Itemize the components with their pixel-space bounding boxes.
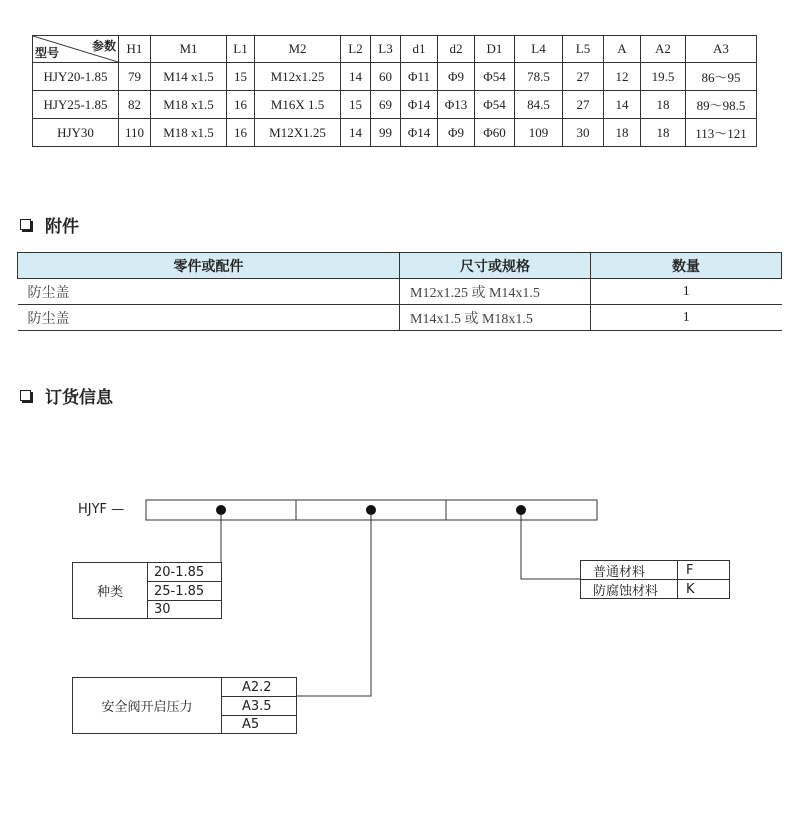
table-cell: 110 <box>119 119 151 147</box>
table-cell: Φ13 <box>438 91 475 119</box>
pressure-option: A3.5 <box>242 698 272 714</box>
table-cell: 14 <box>341 63 371 91</box>
material-code: F <box>686 562 694 578</box>
table-cell: 18 <box>641 91 686 119</box>
table-cell: 84.5 <box>515 91 563 119</box>
part-cell: 防尘盖 <box>18 279 400 305</box>
table-cell: 60 <box>371 63 401 91</box>
table-cell: 78.5 <box>515 63 563 91</box>
table-cell: 27 <box>563 63 604 91</box>
table-cell: M14 x1.5 <box>151 63 227 91</box>
col-header: L4 <box>515 36 563 63</box>
pressure-label: 安全阀开启压力 <box>101 700 193 715</box>
material-code-cell <box>677 579 730 599</box>
material-name: 普通材料 <box>593 564 646 580</box>
material-name: 防腐蚀材料 <box>593 583 659 599</box>
col-header: A3 <box>686 36 757 63</box>
col-header: A2 <box>641 36 686 63</box>
table-cell: Φ54 <box>475 91 515 119</box>
table-cell: M18 x1.5 <box>151 91 227 119</box>
type-option: 25-1.85 <box>154 583 205 599</box>
table-cell: 113～121 <box>686 119 757 147</box>
material-connector <box>521 515 580 579</box>
material-name-cell <box>580 579 678 599</box>
model-cell: HJY30 <box>33 119 119 147</box>
model-prefix: HJYF — <box>78 502 125 517</box>
table-cell: 109 <box>515 119 563 147</box>
material-code-cell <box>677 560 730 580</box>
table-cell: 79 <box>119 63 151 91</box>
table-cell: Φ11 <box>401 63 438 91</box>
type-option: 20-1.85 <box>154 564 205 580</box>
material-code: K <box>686 581 695 597</box>
col-header-qty: 数量 <box>591 253 782 279</box>
table-cell: 16 <box>227 119 255 147</box>
col-header: M1 <box>151 36 227 63</box>
table-cell: Φ60 <box>475 119 515 147</box>
ordering-title: 订货信息 <box>45 388 113 408</box>
table-cell: 15 <box>227 63 255 91</box>
material-name-cell <box>580 560 678 580</box>
type-label-cell <box>72 562 148 619</box>
accessories-title: 附件 <box>45 217 79 237</box>
size-cell: M14x1.5 或 M18x1.5 <box>400 305 591 331</box>
table-cell: Φ54 <box>475 63 515 91</box>
pressure-label-cell <box>72 677 222 734</box>
table-cell: 16 <box>227 91 255 119</box>
table-cell: Φ14 <box>401 119 438 147</box>
material-slot-dot <box>516 505 526 515</box>
corner-model-label: 型号 <box>35 46 60 60</box>
table-cell: M18 x1.5 <box>151 119 227 147</box>
type-label: 种类 <box>96 585 123 600</box>
table-cell: Φ9 <box>438 63 475 91</box>
col-header: D1 <box>475 36 515 63</box>
col-header: d2 <box>438 36 475 63</box>
type-option-cell <box>147 600 222 619</box>
table-cell: 15 <box>341 91 371 119</box>
col-header-size: 尺寸或规格 <box>400 253 591 279</box>
table-cell: 89～98.5 <box>686 91 757 119</box>
col-header: L5 <box>563 36 604 63</box>
table-cell: 86～95 <box>686 63 757 91</box>
table-cell: M12x1.25 <box>255 63 341 91</box>
pressure-option-cell <box>221 715 297 734</box>
type-option: 30 <box>154 602 171 617</box>
table-cell: Φ9 <box>438 119 475 147</box>
type-option-cell <box>147 562 222 582</box>
col-header: L1 <box>227 36 255 63</box>
model-cell: HJY25-1.85 <box>33 91 119 119</box>
table-cell: 82 <box>119 91 151 119</box>
table-cell: Φ14 <box>401 91 438 119</box>
col-header: H1 <box>119 36 151 63</box>
pressure-option-cell <box>221 677 297 697</box>
pressure-option-cell <box>221 696 297 716</box>
table-cell: M16X 1.5 <box>255 91 341 119</box>
table-cell: 14 <box>341 119 371 147</box>
col-header-part: 零件或配件 <box>18 253 400 279</box>
model-cell: HJY20-1.85 <box>33 63 119 91</box>
table-cell: 12 <box>604 63 641 91</box>
table-cell: 69 <box>371 91 401 119</box>
col-header: L3 <box>371 36 401 63</box>
table-cell: 19.5 <box>641 63 686 91</box>
pressure-option: A5 <box>242 717 260 732</box>
qty-cell: 1 <box>591 305 782 331</box>
col-header: M2 <box>255 36 341 63</box>
size-cell: M12x1.25 或 M14x1.5 <box>400 279 591 305</box>
table-cell: 14 <box>604 91 641 119</box>
table-cell: 27 <box>563 91 604 119</box>
type-option-cell <box>147 581 222 601</box>
table-cell: 99 <box>371 119 401 147</box>
pressure-option: A2.2 <box>242 679 272 695</box>
corner-param-label: 参数 <box>91 39 116 53</box>
part-cell: 防尘盖 <box>18 305 400 331</box>
qty-cell: 1 <box>591 279 782 305</box>
table-cell: 18 <box>604 119 641 147</box>
col-header: A <box>604 36 641 63</box>
pressure-connector <box>297 515 371 696</box>
pressure-slot-dot <box>366 505 376 515</box>
table-cell: 18 <box>641 119 686 147</box>
type-slot-dot <box>216 505 226 515</box>
table-cell: 30 <box>563 119 604 147</box>
col-header: d1 <box>401 36 438 63</box>
table-cell: M12X1.25 <box>255 119 341 147</box>
col-header: L2 <box>341 36 371 63</box>
